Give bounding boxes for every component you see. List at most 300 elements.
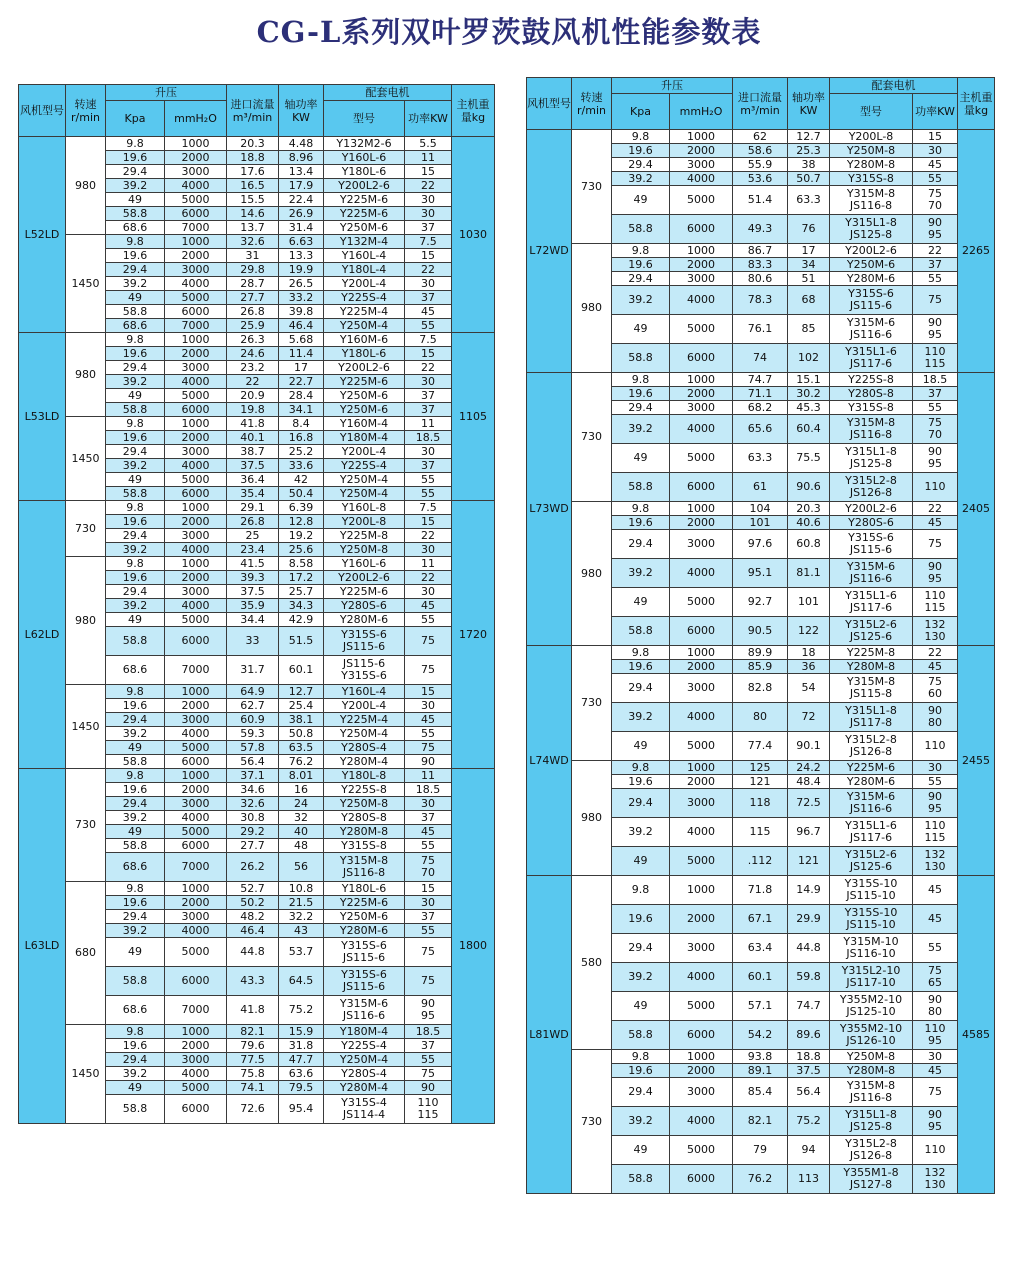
kpa-cell: 19.6 xyxy=(612,660,670,674)
kpa-cell: 29.4 xyxy=(612,530,670,559)
motor-power-line: 55 xyxy=(421,612,435,626)
shaft-power-cell: 32.2 xyxy=(279,910,324,924)
flow-cell: 34.4 xyxy=(227,613,279,627)
shaft-power-cell: 11.4 xyxy=(279,347,324,361)
motor-type-cell xyxy=(324,1025,405,1039)
motor-type-line: Y225M-4 xyxy=(339,304,389,318)
shaft-power-cell: 5.68 xyxy=(279,333,324,347)
kpa-cell: 19.6 xyxy=(106,571,165,585)
kpa-cell: 39.2 xyxy=(612,286,670,315)
motor-power-line: 75 xyxy=(928,675,942,688)
motor-power-line: 75 xyxy=(421,854,435,867)
motor-power-line: 7.5 xyxy=(419,332,437,346)
header-pressure: 升压 xyxy=(106,85,227,101)
motor-power-line: 45 xyxy=(928,883,942,896)
kpa-cell: 9.8 xyxy=(612,876,670,905)
motor-type-line: Y225M-4 xyxy=(339,712,389,726)
header-motor: 配套电机 xyxy=(324,85,452,101)
mmh2o-cell: 6000 xyxy=(165,627,227,656)
motor-type-cell xyxy=(830,1078,913,1107)
kpa-cell: 29.4 xyxy=(106,910,165,924)
motor-power-line: 30 xyxy=(928,143,942,157)
shaft-power-cell: 19.2 xyxy=(279,529,324,543)
table-row xyxy=(19,557,495,571)
motor-power-line: 30 xyxy=(421,796,435,810)
motor-type-line: Y250M-8 xyxy=(846,143,896,157)
motor-power-cell xyxy=(913,344,958,373)
kpa-cell: 49 xyxy=(612,315,670,344)
motor-type-cell xyxy=(324,727,405,741)
motor-type-line: Y315L2-8 xyxy=(845,733,897,746)
flow-cell: 80.6 xyxy=(733,272,788,286)
mmh2o-cell: 5000 xyxy=(670,186,733,215)
motor-power-line: 90 xyxy=(421,754,435,768)
mmh2o-cell: 2000 xyxy=(670,387,733,401)
flow-cell: 118 xyxy=(733,789,788,818)
motor-type-line: JS116-8 xyxy=(849,428,893,441)
speed-cell: 980 xyxy=(66,557,106,685)
flow-cell: 43.3 xyxy=(227,967,279,996)
motor-type-line: Y280S-8 xyxy=(341,810,387,824)
motor-power-cell xyxy=(405,797,452,811)
table-row xyxy=(527,244,995,258)
motor-power-line: 15 xyxy=(421,248,435,262)
motor-power-line: 30 xyxy=(928,1049,942,1063)
kpa-cell: 19.6 xyxy=(612,144,670,158)
shaft-power-cell: 34.3 xyxy=(279,599,324,613)
header-motor-power: 功率KW xyxy=(913,94,958,130)
motor-type-cell xyxy=(830,186,913,215)
motor-type-cell xyxy=(324,193,405,207)
motor-type-cell xyxy=(324,1081,405,1095)
kpa-cell: 9.8 xyxy=(612,646,670,660)
motor-type-line: Y250M-6 xyxy=(339,909,389,923)
motor-type-cell xyxy=(324,179,405,193)
mmh2o-cell: 6000 xyxy=(165,967,227,996)
table-row xyxy=(19,769,495,783)
motor-power-line: 110 xyxy=(924,819,946,832)
motor-power-cell xyxy=(913,516,958,530)
motor-power-line: 45 xyxy=(421,304,435,318)
motor-type-line: Y225S-4 xyxy=(341,458,387,472)
flow-cell: 75.8 xyxy=(227,1067,279,1081)
mmh2o-cell: 5000 xyxy=(165,193,227,207)
motor-power-line: 11 xyxy=(421,768,435,782)
motor-type-line: Y315S-8 xyxy=(848,400,894,414)
mmh2o-cell: 7000 xyxy=(165,853,227,882)
motor-type-line: Y225M-8 xyxy=(339,528,389,542)
motor-power-line: 18.5 xyxy=(922,372,948,386)
motor-type-cell xyxy=(324,375,405,389)
motor-type-line: JS117-8 xyxy=(849,716,893,729)
flow-cell: 57.8 xyxy=(227,741,279,755)
mmh2o-cell: 3000 xyxy=(165,263,227,277)
motor-type-line: JS116-6 xyxy=(849,802,893,815)
mmh2o-cell: 1000 xyxy=(670,130,733,144)
motor-type-cell xyxy=(324,277,405,291)
motor-type-cell xyxy=(324,613,405,627)
motor-type-cell xyxy=(324,797,405,811)
motor-type-line: JS117-10 xyxy=(846,976,896,989)
motor-type-line: Y315L2-6 xyxy=(845,848,897,861)
motor-power-line: 90 xyxy=(928,216,942,229)
motor-power-line: 90 xyxy=(928,1108,942,1121)
motor-type-cell xyxy=(324,235,405,249)
table-row xyxy=(19,882,495,896)
shaft-power-cell: 17.9 xyxy=(279,179,324,193)
header-mmh2o: mmH₂O xyxy=(165,101,227,137)
motor-type-line: Y315M-8 xyxy=(846,187,896,200)
motor-type-line: JS125-10 xyxy=(846,1005,896,1018)
motor-type-cell xyxy=(830,876,913,905)
mmh2o-cell: 7000 xyxy=(165,319,227,333)
kpa-cell: 29.4 xyxy=(612,401,670,415)
weight-cell: 1105 xyxy=(452,333,495,501)
shaft-power-cell: 13.3 xyxy=(279,249,324,263)
flow-cell: 20.9 xyxy=(227,389,279,403)
motor-type-line: Y225M-6 xyxy=(339,895,389,909)
flow-cell: 115 xyxy=(733,818,788,847)
motor-power-line: 37 xyxy=(421,388,435,402)
kpa-cell: 39.2 xyxy=(106,1067,165,1081)
motor-type-cell xyxy=(324,825,405,839)
motor-type-line: Y315L2-8 xyxy=(845,1137,897,1150)
shaft-power-cell: 34 xyxy=(788,258,830,272)
mmh2o-cell: 4000 xyxy=(670,172,733,186)
motor-type-line: Y315L1-8 xyxy=(845,445,897,458)
flow-cell: 62 xyxy=(733,130,788,144)
motor-type-cell xyxy=(324,685,405,699)
shaft-power-cell: 64.5 xyxy=(279,967,324,996)
motor-power-line: 80 xyxy=(928,1005,942,1018)
kpa-cell: 68.6 xyxy=(106,319,165,333)
motor-power-cell xyxy=(913,876,958,905)
shaft-power-cell: 29.9 xyxy=(788,905,830,934)
motor-type-cell xyxy=(324,431,405,445)
motor-type-cell xyxy=(324,853,405,882)
motor-type-line: JS116-6 xyxy=(342,1009,386,1022)
motor-power-cell xyxy=(405,137,452,151)
motor-power-line: 11 xyxy=(421,416,435,430)
kpa-cell: 19.6 xyxy=(106,896,165,910)
motor-power-cell xyxy=(405,431,452,445)
motor-type-cell xyxy=(324,333,405,347)
motor-power-cell xyxy=(405,221,452,235)
flow-cell: 63.4 xyxy=(733,934,788,963)
kpa-cell: 58.8 xyxy=(612,344,670,373)
shaft-power-cell: 12.7 xyxy=(788,130,830,144)
motor-power-line: 55 xyxy=(421,472,435,486)
table-row xyxy=(527,130,995,144)
table-row xyxy=(527,373,995,387)
speed-cell: 580 xyxy=(572,876,612,1050)
mmh2o-cell: 4000 xyxy=(670,1107,733,1136)
kpa-cell: 9.8 xyxy=(612,373,670,387)
fan-model-cell: L63LD xyxy=(19,769,66,1124)
mmh2o-cell: 2000 xyxy=(670,144,733,158)
motor-power-cell xyxy=(405,825,452,839)
kpa-cell: 29.4 xyxy=(106,797,165,811)
motor-power-cell xyxy=(405,445,452,459)
motor-power-line: 90 xyxy=(928,316,942,329)
mmh2o-cell: 4000 xyxy=(165,459,227,473)
motor-type-cell xyxy=(324,529,405,543)
motor-power-line: 37 xyxy=(928,257,942,271)
shaft-power-cell: 75.2 xyxy=(788,1107,830,1136)
mmh2o-cell: 2000 xyxy=(165,151,227,165)
motor-type-cell xyxy=(324,207,405,221)
flow-cell: 27.7 xyxy=(227,291,279,305)
kpa-cell: 39.2 xyxy=(106,727,165,741)
motor-type-line: Y225M-6 xyxy=(339,584,389,598)
motor-type-line: Y280M-6 xyxy=(339,923,389,937)
shaft-power-cell: 90.1 xyxy=(788,732,830,761)
motor-power-line: 110 xyxy=(417,1096,439,1109)
flow-cell: 39.3 xyxy=(227,571,279,585)
motor-type-cell xyxy=(830,286,913,315)
motor-power-cell xyxy=(405,179,452,193)
motor-type-cell xyxy=(324,699,405,713)
mmh2o-cell: 3000 xyxy=(670,158,733,172)
motor-type-cell xyxy=(324,571,405,585)
motor-power-cell xyxy=(405,305,452,319)
motor-power-cell xyxy=(405,585,452,599)
flow-cell: 54.2 xyxy=(733,1021,788,1050)
motor-type-cell xyxy=(324,1095,405,1124)
motor-type-line: JS115-6 xyxy=(342,657,386,670)
kpa-cell: 68.6 xyxy=(106,656,165,685)
fan-model-cell: L52LD xyxy=(19,137,66,333)
mmh2o-cell: 4000 xyxy=(670,703,733,732)
flow-cell: 76.2 xyxy=(733,1165,788,1194)
flow-cell: 44.8 xyxy=(227,938,279,967)
motor-power-line: 45 xyxy=(928,659,942,673)
motor-power-line: 11 xyxy=(421,556,435,570)
shaft-power-cell: 90.6 xyxy=(788,473,830,502)
motor-power-line: 130 xyxy=(924,630,946,643)
motor-power-cell xyxy=(913,144,958,158)
motor-type-cell xyxy=(830,1136,913,1165)
motor-power-line: 60 xyxy=(928,687,942,700)
motor-power-cell xyxy=(405,417,452,431)
motor-type-cell xyxy=(830,473,913,502)
flow-cell: 20.3 xyxy=(227,137,279,151)
weight-cell: 4585 xyxy=(958,876,995,1194)
motor-type-line: Y280M-8 xyxy=(846,659,896,673)
motor-power-cell xyxy=(405,839,452,853)
header-weight: 主机重量kg xyxy=(452,85,495,137)
motor-type-line: JS125-6 xyxy=(849,860,893,873)
kpa-cell: 19.6 xyxy=(106,699,165,713)
mmh2o-cell: 3000 xyxy=(670,272,733,286)
motor-power-line: 45 xyxy=(421,598,435,612)
motor-type-cell xyxy=(324,599,405,613)
motor-power-line: 55 xyxy=(928,171,942,185)
motor-type-line: Y250M-4 xyxy=(339,472,389,486)
flow-cell: 74.7 xyxy=(733,373,788,387)
speed-cell: 980 xyxy=(66,333,106,417)
kpa-cell: 19.6 xyxy=(106,431,165,445)
kpa-cell: 9.8 xyxy=(106,557,165,571)
performance-table-right xyxy=(526,77,995,1194)
flow-cell: 46.4 xyxy=(227,924,279,938)
mmh2o-cell: 3000 xyxy=(165,361,227,375)
motor-type-line: Y315M-6 xyxy=(339,997,389,1010)
motor-type-cell xyxy=(324,1039,405,1053)
motor-type-line: JS125-8 xyxy=(849,228,893,241)
flow-cell: 104 xyxy=(733,502,788,516)
motor-power-line: 30 xyxy=(928,760,942,774)
motor-power-line: 55 xyxy=(928,774,942,788)
motor-power-line: 30 xyxy=(421,584,435,598)
mmh2o-cell: 1000 xyxy=(165,1025,227,1039)
motor-power-cell xyxy=(405,571,452,585)
flow-cell: 72.6 xyxy=(227,1095,279,1124)
motor-type-cell xyxy=(324,501,405,515)
mmh2o-cell: 5000 xyxy=(670,732,733,761)
motor-type-cell xyxy=(324,389,405,403)
motor-power-cell xyxy=(405,656,452,685)
kpa-cell: 29.4 xyxy=(612,1078,670,1107)
motor-type-line: Y180L-6 xyxy=(341,346,387,360)
motor-type-line: Y355M1-8 xyxy=(843,1166,899,1179)
motor-type-cell xyxy=(830,415,913,444)
speed-cell: 1450 xyxy=(66,235,106,333)
motor-type-cell xyxy=(324,557,405,571)
motor-power-line: 18.5 xyxy=(415,430,441,444)
header-motor-type: 型号 xyxy=(830,94,913,130)
mmh2o-cell: 5000 xyxy=(165,389,227,403)
shaft-power-cell: 89.6 xyxy=(788,1021,830,1050)
shaft-power-cell: 40 xyxy=(279,825,324,839)
flow-cell: 71.1 xyxy=(733,387,788,401)
speed-cell: 980 xyxy=(66,137,106,235)
flow-cell: 79.6 xyxy=(227,1039,279,1053)
motor-type-line: Y200L2-6 xyxy=(338,570,390,584)
motor-type-line: Y315L1-8 xyxy=(845,704,897,717)
kpa-cell: 19.6 xyxy=(612,516,670,530)
motor-power-cell xyxy=(913,1050,958,1064)
mmh2o-cell: 2000 xyxy=(670,775,733,789)
motor-power-line: 30 xyxy=(421,374,435,388)
motor-power-cell xyxy=(913,387,958,401)
shaft-power-cell: 18.8 xyxy=(788,1050,830,1064)
flow-cell: 34.6 xyxy=(227,783,279,797)
kpa-cell: 29.4 xyxy=(106,585,165,599)
motor-power-line: 18.5 xyxy=(415,782,441,796)
kpa-cell: 39.2 xyxy=(106,599,165,613)
mmh2o-cell: 2000 xyxy=(165,347,227,361)
motor-type-line: Y315M-8 xyxy=(846,1079,896,1092)
shaft-power-cell: 54 xyxy=(788,674,830,703)
flow-cell: 77.5 xyxy=(227,1053,279,1067)
motor-power-line: 90 xyxy=(421,1080,435,1094)
mmh2o-cell: 3000 xyxy=(165,910,227,924)
motor-power-line: 45 xyxy=(928,157,942,171)
flow-cell: 37.5 xyxy=(227,585,279,599)
motor-type-line: Y200L-4 xyxy=(341,698,387,712)
header-speed: 转速r/min xyxy=(572,78,612,130)
shaft-power-cell: 50.8 xyxy=(279,727,324,741)
flow-cell: 13.7 xyxy=(227,221,279,235)
mmh2o-cell: 4000 xyxy=(165,811,227,825)
kpa-cell: 19.6 xyxy=(106,151,165,165)
flow-cell: 30.8 xyxy=(227,811,279,825)
motor-power-line: 70 xyxy=(928,428,942,441)
motor-power-cell xyxy=(913,272,958,286)
shaft-power-cell: 19.9 xyxy=(279,263,324,277)
motor-type-cell xyxy=(324,585,405,599)
mmh2o-cell: 3000 xyxy=(670,530,733,559)
mmh2o-cell: 1000 xyxy=(670,244,733,258)
kpa-cell: 9.8 xyxy=(106,685,165,699)
motor-power-line: 75 xyxy=(928,1085,942,1098)
table-row xyxy=(19,137,495,151)
mmh2o-cell: 6000 xyxy=(670,344,733,373)
mmh2o-cell: 1000 xyxy=(670,373,733,387)
shaft-power-cell: 10.8 xyxy=(279,882,324,896)
mmh2o-cell: 1000 xyxy=(670,761,733,775)
fan-model-cell: L74WD xyxy=(527,646,572,876)
motor-type-line: Y250M-6 xyxy=(846,257,896,271)
kpa-cell: 39.2 xyxy=(612,963,670,992)
motor-type-line: Y315S-8 xyxy=(848,171,894,185)
kpa-cell: 19.6 xyxy=(106,1039,165,1053)
motor-power-line: 95 xyxy=(928,1034,942,1047)
motor-power-cell xyxy=(405,375,452,389)
shaft-power-cell: 53.7 xyxy=(279,938,324,967)
motor-type-line: JS115-10 xyxy=(846,889,896,902)
motor-power-line: 30 xyxy=(421,542,435,556)
motor-type-cell xyxy=(324,151,405,165)
motor-type-cell xyxy=(324,305,405,319)
motor-type-cell xyxy=(830,1064,913,1078)
motor-type-cell xyxy=(830,172,913,186)
kpa-cell: 58.8 xyxy=(612,1165,670,1194)
motor-power-cell xyxy=(913,775,958,789)
motor-type-line: Y315L2-8 xyxy=(845,474,897,487)
flow-cell: 35.4 xyxy=(227,487,279,501)
motor-power-line: 15 xyxy=(421,164,435,178)
motor-type-cell xyxy=(324,403,405,417)
motor-type-line: Y200L2-6 xyxy=(338,360,390,374)
mmh2o-cell: 1000 xyxy=(165,501,227,515)
kpa-cell: 9.8 xyxy=(612,761,670,775)
flow-cell: 31.7 xyxy=(227,656,279,685)
motor-power-line: 75 xyxy=(928,187,942,200)
performance-table-left xyxy=(18,84,495,1124)
shaft-power-cell: 75.2 xyxy=(279,996,324,1025)
flow-cell: 52.7 xyxy=(227,882,279,896)
motor-power-cell xyxy=(405,529,452,543)
motor-type-line: Y315L2-10 xyxy=(841,964,901,977)
table-row xyxy=(527,761,995,775)
shaft-power-cell: 81.1 xyxy=(788,559,830,588)
flow-cell: 37.5 xyxy=(227,459,279,473)
motor-power-line: 30 xyxy=(421,444,435,458)
shaft-power-cell: 17.2 xyxy=(279,571,324,585)
motor-type-cell xyxy=(830,215,913,244)
motor-power-line: 55 xyxy=(421,923,435,937)
mmh2o-cell: 6000 xyxy=(165,403,227,417)
mmh2o-cell: 3000 xyxy=(670,401,733,415)
kpa-cell: 9.8 xyxy=(106,417,165,431)
kpa-cell: 49 xyxy=(612,992,670,1021)
motor-power-cell xyxy=(913,373,958,387)
kpa-cell: 58.8 xyxy=(612,215,670,244)
mmh2o-cell: 1000 xyxy=(165,685,227,699)
kpa-cell: 29.4 xyxy=(106,529,165,543)
